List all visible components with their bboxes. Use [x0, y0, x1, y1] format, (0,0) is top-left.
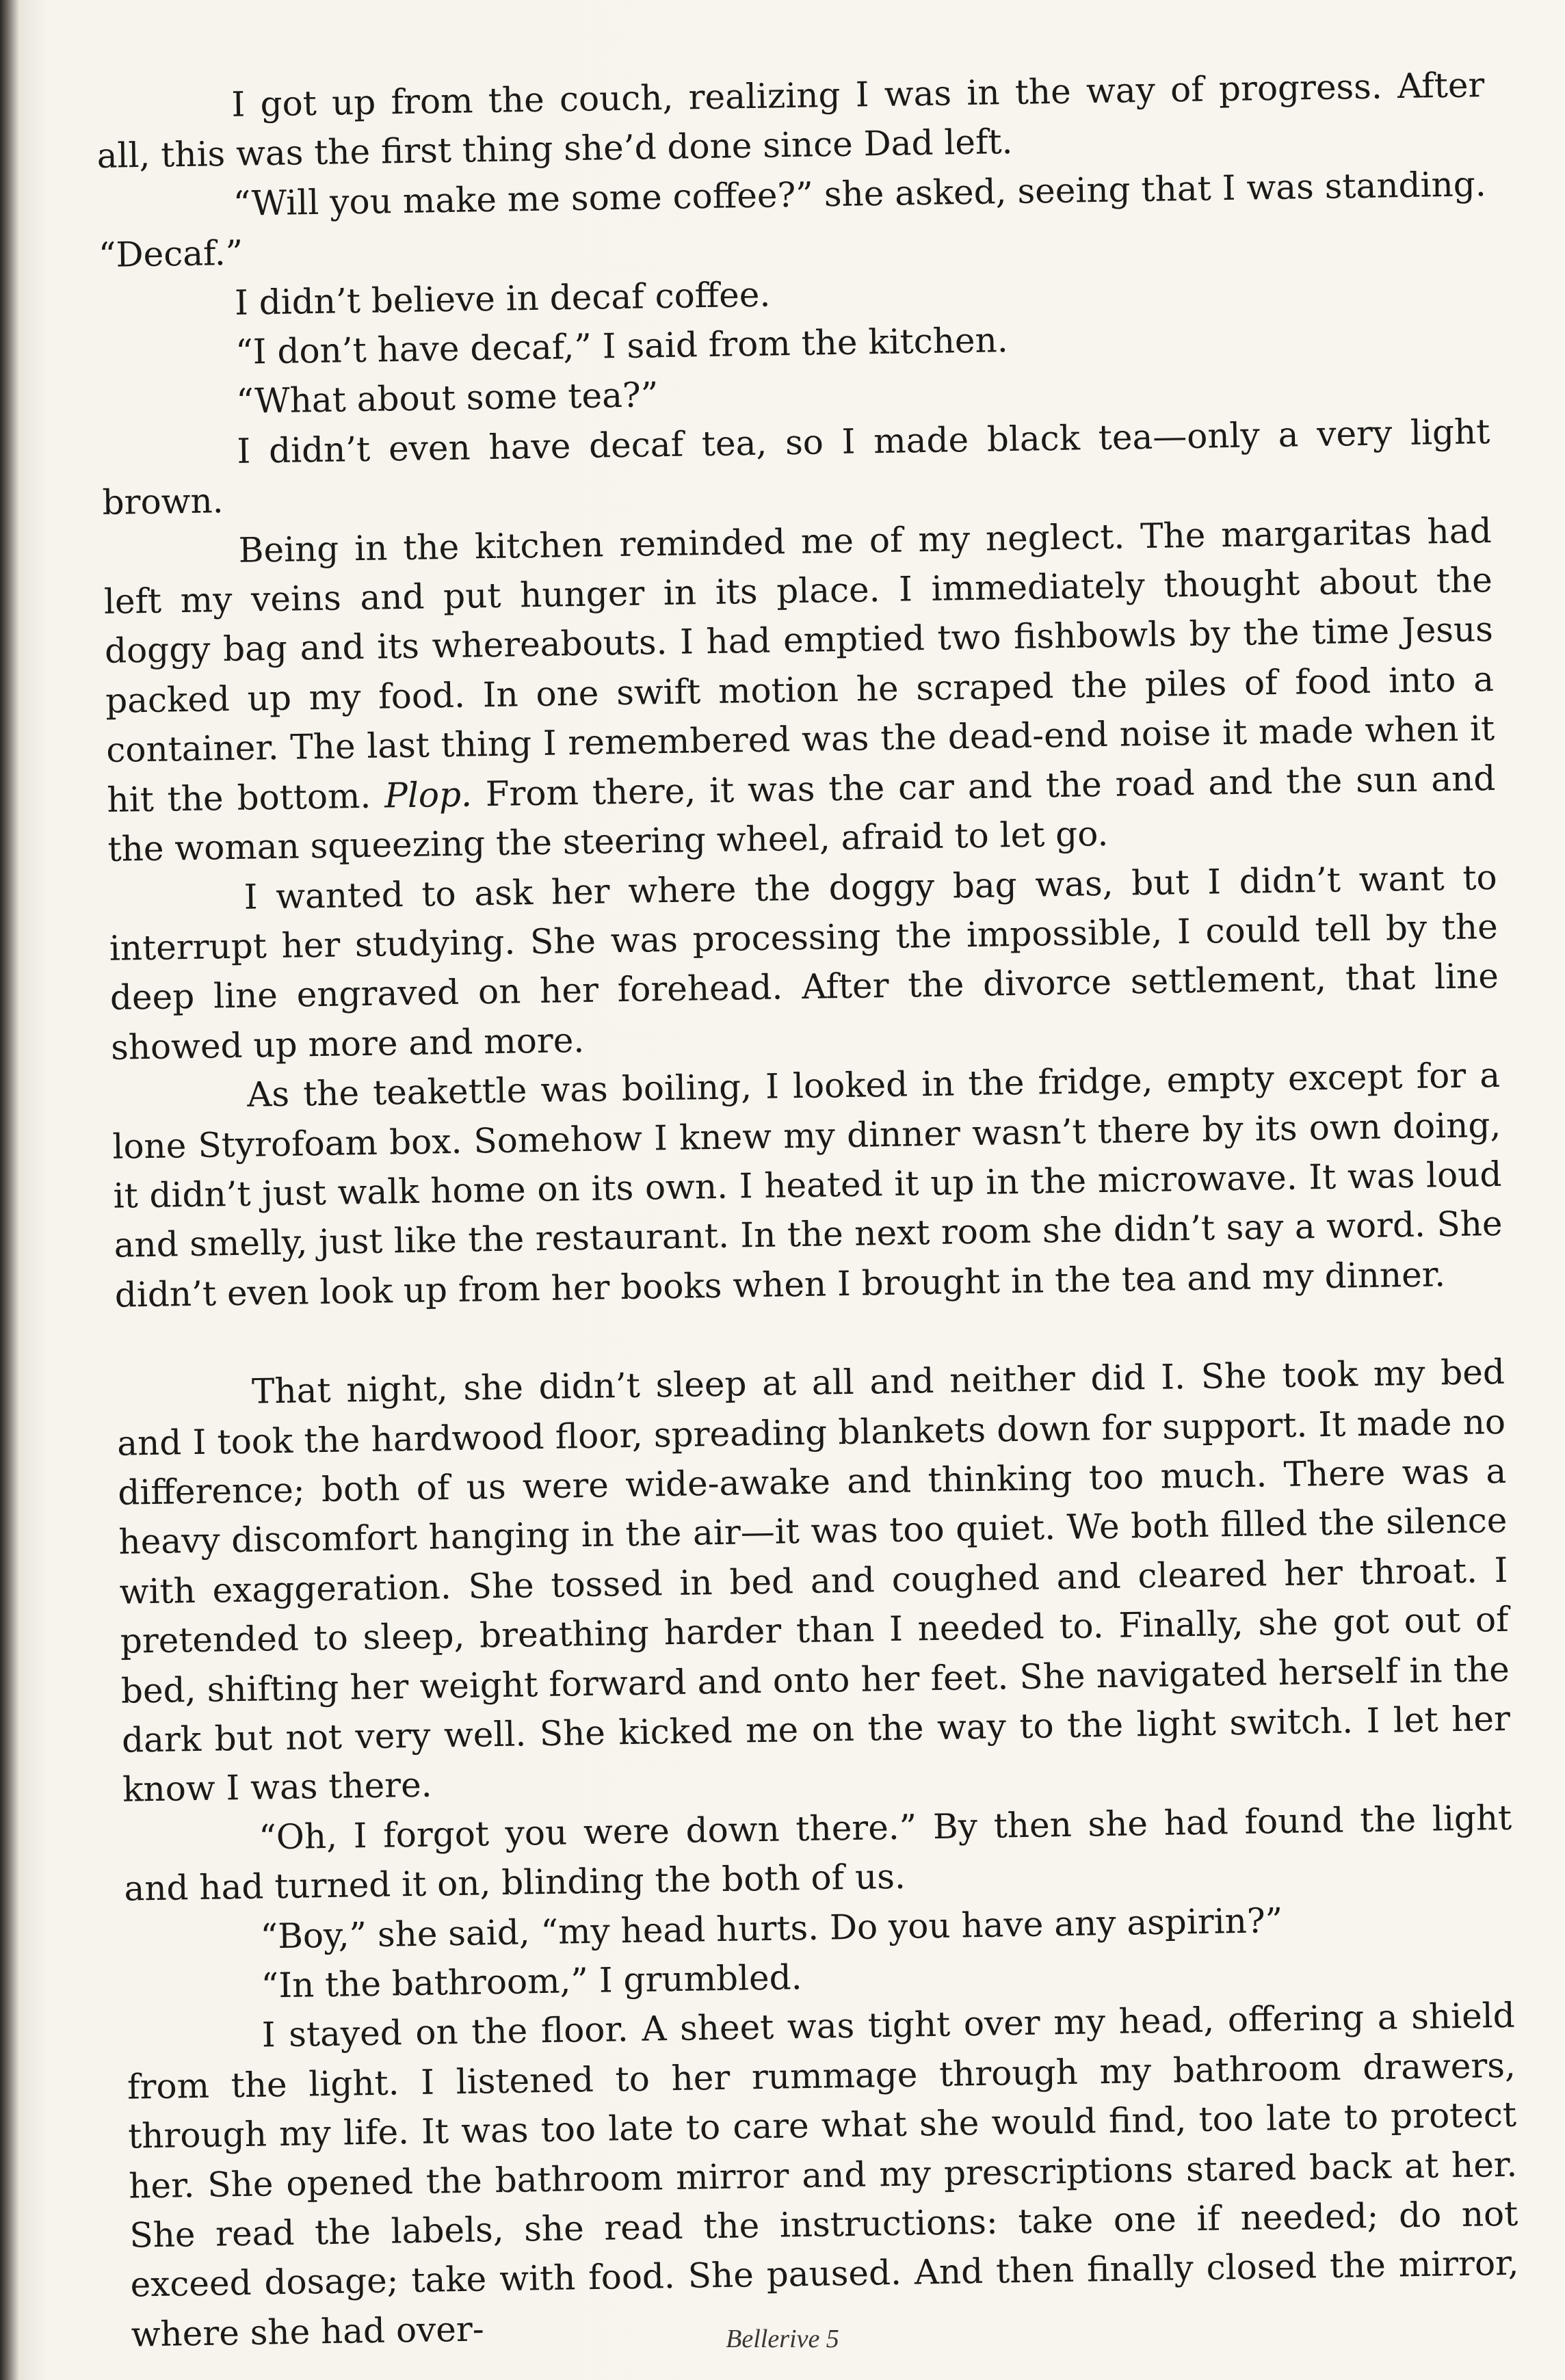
paragraph-7: [103, 506, 1497, 875]
paragraph-14: I stayed on the floor. A sheet was tight over my head, offering a shield from the light. I listened to her rummage through my bathroom drawers, through my life. It was too late to care what she would find, too late to protect her. She opened the bathroom mirror and my prescriptions stared back at her. She read the labels, she read the instructions: take one if needed; do not exceed dosage; take with food. She paused. And then finally closed the mirror, where she had over-: [127, 1996, 1519, 2355]
paragraph-1: I got up from the couch, realizing I was in the way of progress. After all, this was the first thing she’d done since Dad left.: [96, 65, 1485, 176]
paragraph-7-after: From there, it was the car and the road and the sun and the woman squeezing the steering wheel, afraid to let go.: [107, 758, 1496, 869]
paragraph-6: I didn’t even have decaf tea, so I made black tea—only a very light brown.: [102, 411, 1490, 523]
paragraph-11: “Oh, I forgot you were down there.” By then she had found the light and had turned it on, blinding the both of us.: [124, 1797, 1512, 1909]
paragraph-7-lead: Being in the kitchen reminded me of my neglect. The margaritas had left my veins and put hunger in its place. I immediately thought about the doggy bag and its whereabouts. I had emptied two fishbowls by the time Jesus packed up my food. In one swift motion he scraped the piles of food into a container. The last thing I remembered was the dead-end noise it made when it hit the bottom.: [103, 510, 1495, 820]
page-footer: Bellerive 5: [726, 2325, 839, 2353]
paragraph-7-italic: Plop.: [384, 774, 473, 816]
body-text: [96, 60, 1520, 2359]
paragraph-5: “What about some tea?”: [235, 375, 659, 422]
paragraph-9: As the teakettle was boiling, I looked in the fridge, empty except for a lone Styrofoam box. Somehow I knew my dinner wasn’t there by its own doing, it didn’t just walk home on its own. I heated it up in the microwave. It was loud and smelly, just like the restaurant. In the next room she didn’t say a word. She didn’t even look up from her books when I brought in the tea and my dinner.: [111, 1055, 1503, 1315]
paragraph-2: “Will you make me some coffee?” she asked, seeing that I was standing. “Decaf.”: [98, 163, 1487, 276]
paragraph-12: “Boy,” she said, “my head hurts. Do you have any aspirin?”: [260, 1900, 1283, 1957]
paragraph-8: I wanted to ask her where the doggy bag was, but I didn’t want to interrupt her studying. She was processing the impossible, I could tell by the deep line engraved on her forehead. After the divorce settlement, that line showed up more and more.: [109, 857, 1499, 1068]
paragraph-10: That night, she didn’t sleep at all and neither did I. She took my bed and I took the hardwood floor, spreading blankets down for support. It made no difference; both of us were wide-awake and thinking too much. There was a heavy discomfort hanging in the air—it was too quiet. We both filled the silence with exaggeration. She tossed in bed and coughed and cleared her throat. I pretended to sleep, breathing harder than I needed to. Finally, she got out of bed, shifting her weight forward and onto her feet. She navigated herself in the dark but not very well. She kicked me on the way to the light switch. I let her know I was there.: [116, 1352, 1511, 1810]
paragraph-3: I didn’t believe in decaf coffee.: [234, 274, 771, 323]
paragraph-13: “In the bathroom,” I grumbled.: [261, 1957, 802, 2006]
paragraph-4: “I don’t have decaf,” I said from the kitchen.: [235, 320, 1009, 372]
